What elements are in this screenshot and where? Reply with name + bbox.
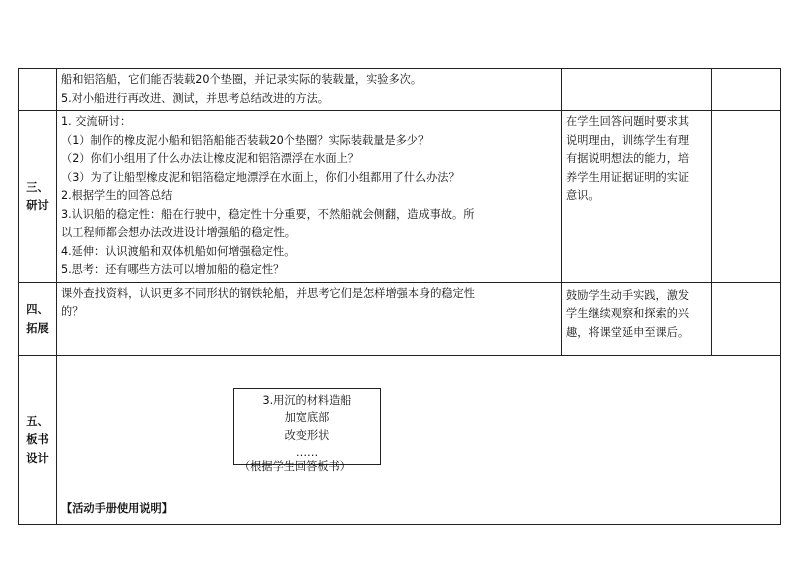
row-discussion xyxy=(19,111,781,283)
section-number: 五、 xyxy=(26,413,49,428)
note-line: 学生继续观察和探索的兴 xyxy=(566,307,690,320)
section-title: 研讨 xyxy=(26,198,49,213)
lesson-plan-table xyxy=(18,68,781,525)
board-design-content xyxy=(57,355,781,524)
section-heading-extension xyxy=(19,282,57,355)
content-line: （3）为了让船型橡皮泥和铝箔稳定地漂浮在水面上，你们小组都用了什么办法？ xyxy=(61,170,460,184)
board-caption: （根据学生回答板书） xyxy=(239,459,351,473)
content-line: 船和铝箔船，它们能否装载20个垫圈，并记录实际的装载量，实验多次。 xyxy=(61,73,423,86)
content-line: 5.对小船进行再改进、测试，并思考总结改进的方法。 xyxy=(61,91,329,105)
activity-manual-label: 【活动手册使用说明】 xyxy=(61,501,173,515)
blackboard-outline xyxy=(233,388,381,465)
continuation-content xyxy=(57,69,562,111)
note-line: 鼓励学生动手实践，激发 xyxy=(566,288,690,302)
section-number: 四、 xyxy=(26,302,49,316)
row-continuation xyxy=(19,69,781,111)
extension-content xyxy=(57,282,562,355)
content-line: （2）你们小组用了什么办法让橡皮泥和铝箔漂浮在水面上？ xyxy=(61,152,359,165)
content-line: （1）制作的橡皮泥小船和铝箔船能否装载20个垫圈？实际装载量是多少？ xyxy=(61,133,430,147)
board-line: 3.用沉的材料造船 xyxy=(262,393,352,407)
section-title: 板书 xyxy=(26,432,49,447)
extra-cell-blank xyxy=(712,282,781,355)
row-extension xyxy=(19,282,781,355)
section-title: 拓展 xyxy=(26,320,49,335)
note-line: 趣，将课堂延申至课后。 xyxy=(566,325,690,339)
section-heading-board xyxy=(19,355,57,524)
note-line: 意识。 xyxy=(566,189,600,202)
content-line: 以工程师都会想办法改进设计增强船的稳定性。 xyxy=(61,226,296,239)
extra-cell-blank xyxy=(712,111,781,283)
row-board-design xyxy=(19,355,781,524)
content-line: 2.根据学生的回答总结 xyxy=(61,189,173,202)
discussion-note xyxy=(562,111,712,283)
section-number: 三、 xyxy=(26,179,49,194)
board-line: 加宽底部 xyxy=(284,411,330,424)
content-line: 1. 交流研讨： xyxy=(61,115,132,128)
content-line: 5.思考：还有哪些方法可以增加船的稳定性？ xyxy=(61,263,285,276)
section-title-2: 设计 xyxy=(26,450,49,465)
note-line: 有据说明想法的能力，培 xyxy=(566,152,690,165)
content-line: 课外查找资料，认识更多不同形状的钢铁轮船，并思考它们是怎样增强本身的稳定性 xyxy=(61,286,475,300)
note-cell-blank xyxy=(562,69,712,111)
extension-note xyxy=(562,282,712,355)
board-line: 改变形状 xyxy=(284,428,330,442)
note-line: 养学生用证据证明的实证 xyxy=(566,170,690,184)
content-line: 3.认识船的稳定性：船在行驶中，稳定性十分重要，不然船就会侧翻，造成事故。所 xyxy=(61,207,475,221)
section-cell-blank xyxy=(19,69,57,111)
board-line: …… xyxy=(295,446,319,459)
note-line: 在学生回答问题时要求其 xyxy=(566,115,690,128)
discussion-content xyxy=(57,111,562,283)
content-line: 4.延伸：认识渡船和双体机船如何增强稳定性。 xyxy=(61,244,296,258)
note-line: 说明理由，训练学生有理 xyxy=(566,133,690,147)
content-line: 的？ xyxy=(61,305,84,318)
extra-cell-blank xyxy=(712,69,781,111)
section-heading-discussion xyxy=(19,111,57,283)
